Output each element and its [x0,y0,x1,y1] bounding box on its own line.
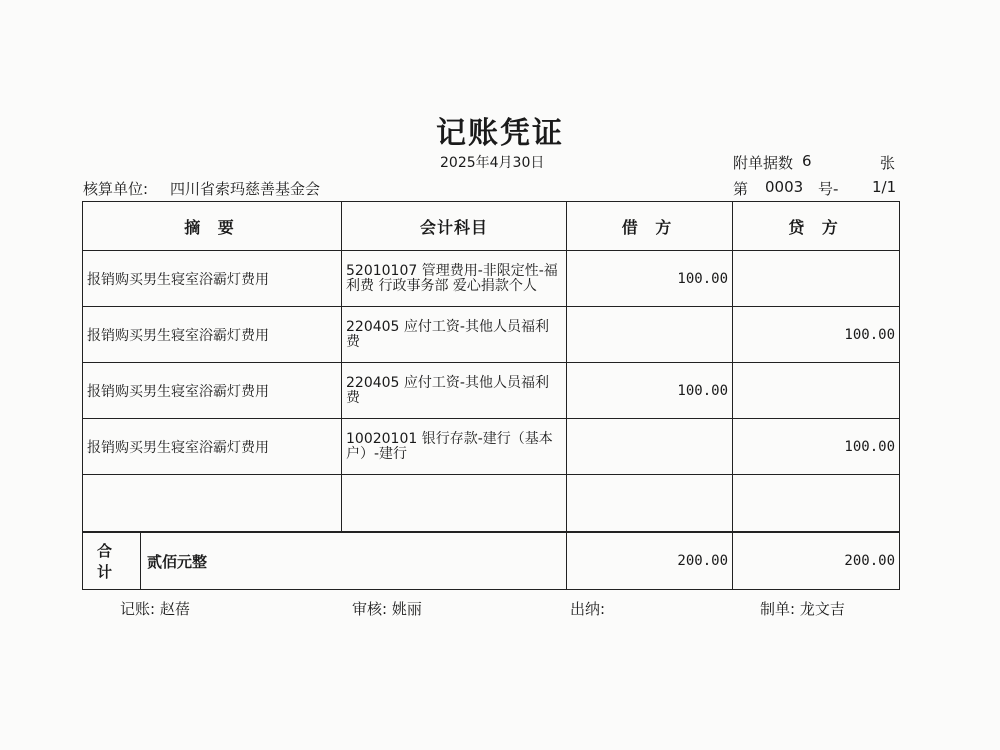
voucher-number: 0003 [765,178,804,196]
row-credit [733,251,900,307]
header-summary: 摘 要 [83,202,342,251]
header-debit: 借 方 [567,202,733,251]
row-subject: 220405 应付工资-其他人员福利费 [342,363,567,419]
empty-cell [733,475,900,533]
total-credit: 200.00 [733,532,900,590]
row-debit [567,419,733,475]
row-subject: 52010107 管理费用-非限定性-福利费 行政事务部 爱心捐款个人 [342,251,567,307]
voucher-number-label: 第 [733,180,749,198]
total-label-cell [83,532,567,590]
accounting-unit-label: 核算单位: [83,180,149,198]
row-debit: 100.00 [567,363,733,419]
voucher-table [82,201,900,590]
total-label: 合 计 [83,533,141,589]
row-summary: 报销购买男生寝室浴霸灯费用 [83,363,342,419]
empty-cell [567,475,733,533]
table-header-row [83,202,900,251]
voucher-date: 2025年4月30日 [440,155,545,171]
total-debit: 200.00 [567,532,733,590]
total-row [83,532,900,590]
row-summary: 报销购买男生寝室浴霸灯费用 [83,307,342,363]
attachments-unit: 张 [880,154,896,172]
row-subject: 10020101 银行存款-建行（基本户）-建行 [342,419,567,475]
row-credit [733,363,900,419]
header-subject: 会计科目 [342,202,567,251]
row-subject: 220405 应付工资-其他人员福利费 [342,307,567,363]
empty-cell [342,475,567,533]
reviewer-signature: 审核: 姚丽 [352,600,422,618]
voucher-page: 1/1 [872,178,897,196]
table-row [83,307,900,363]
attachments-count: 6 [802,152,812,170]
table-row [83,363,900,419]
total-amount-words: 贰佰元整 [147,552,208,571]
cashier-signature: 出纳: [570,600,606,618]
row-credit: 100.00 [733,419,900,475]
table-row [83,251,900,307]
attachments-label: 附单据数 [733,154,794,172]
voucher-title: 记账凭证 [436,116,564,151]
table-row-empty [83,475,900,533]
row-credit: 100.00 [733,307,900,363]
row-summary: 报销购买男生寝室浴霸灯费用 [83,419,342,475]
row-debit: 100.00 [567,251,733,307]
row-debit [567,307,733,363]
table-row [83,419,900,475]
preparer-signature: 制单: 龙文吉 [760,600,845,618]
empty-cell [83,475,342,533]
header-credit: 贷 方 [733,202,900,251]
row-summary: 报销购买男生寝室浴霸灯费用 [83,251,342,307]
voucher-number-suffix: 号- [818,180,839,198]
accounting-unit-name: 四川省索玛慈善基金会 [170,180,321,198]
bookkeeper-signature: 记账: 赵蓓 [120,600,190,618]
